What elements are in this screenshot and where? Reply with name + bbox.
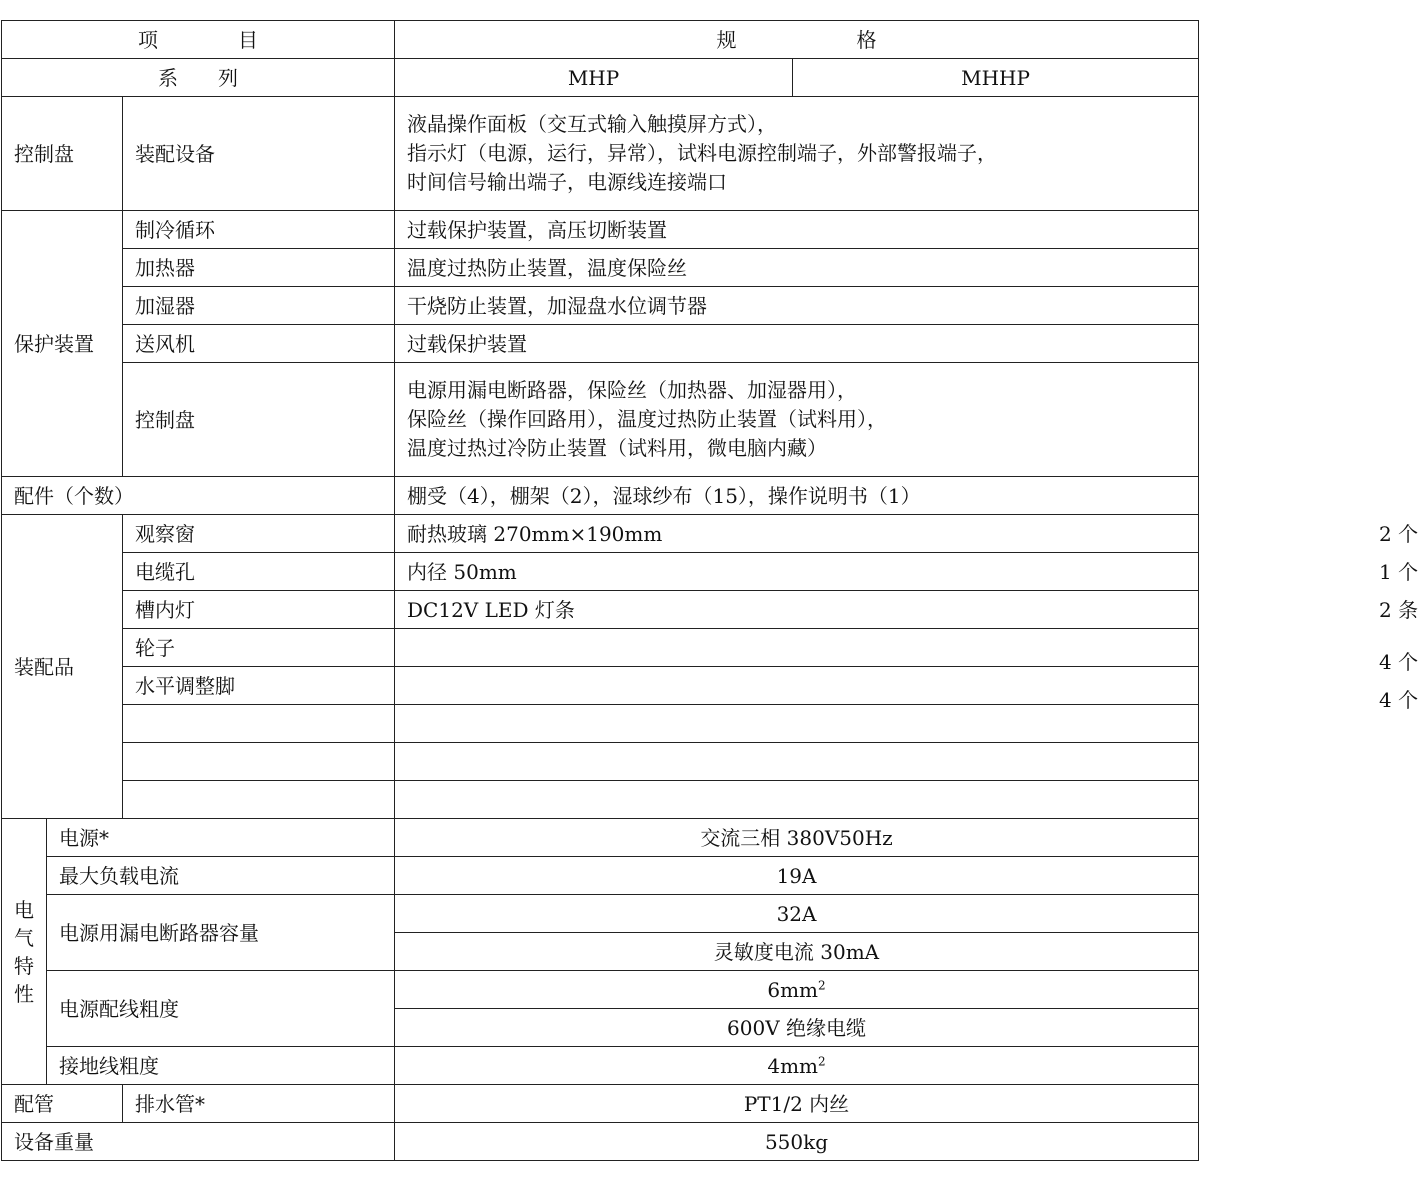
protection-panel-line-2: 保险丝（操作回路用），温度过热防止装置（试料用）， [407, 407, 888, 431]
weight-label: 设备重量 [2, 1123, 395, 1161]
empty-cell [123, 743, 395, 781]
wiring-superscript: 2 [818, 977, 826, 992]
empty-cell [123, 781, 395, 819]
ground-value [395, 1047, 1199, 1085]
fittings-item: 电缆孔 [123, 553, 395, 591]
fittings-item: 水平调整脚 [123, 667, 395, 705]
max-current-label: 最大负载电流 [47, 857, 395, 895]
protection-row [2, 249, 1199, 287]
breaker-sensitivity: 灵敏度电流 30mA [395, 933, 1199, 971]
fittings-qty: 4 个 [1379, 649, 1418, 674]
breaker-label: 电源用漏电断路器容量 [47, 895, 395, 971]
weight-value: 550kg [395, 1123, 1199, 1161]
piping-value: PT1/2 内丝 [395, 1085, 1199, 1123]
fittings-category: 装配品 [2, 515, 123, 819]
electrical-row [2, 1047, 1199, 1085]
protection-item: 加热器 [123, 249, 395, 287]
series-label: 系 列 [2, 59, 395, 97]
empty-cell [395, 705, 1199, 743]
electrical-row [2, 895, 1199, 933]
fittings-qty: 1 个 [1379, 559, 1418, 584]
accessories-value: 棚受（4），棚架（2），湿球纱布（15），操作说明书（1） [395, 477, 1199, 515]
ground-size: 4mm [767, 1053, 819, 1078]
wiring-label: 电源配线粗度 [47, 971, 395, 1047]
electrical-char: 特 [14, 953, 34, 978]
fittings-item: 槽内灯 [123, 591, 395, 629]
electrical-char: 气 [14, 925, 34, 950]
protection-spec: 过载保护装置，高压切断装置 [395, 211, 1199, 249]
protection-spec: 温度过热防止装置，温度保险丝 [395, 249, 1199, 287]
electrical-row [2, 819, 1199, 857]
electrical-char: 电 [14, 897, 34, 922]
protection-row [2, 211, 1199, 249]
fittings-spec [395, 515, 1418, 553]
fittings-row [2, 515, 1199, 553]
fittings-empty-row [2, 705, 1199, 743]
control-panel-line-3: 时间信号输出端子，电源线连接端口 [407, 170, 728, 194]
fittings-spec [395, 553, 1418, 591]
breaker-value: 32A [395, 895, 1199, 933]
max-current-value: 19A [395, 857, 1199, 895]
weight-row [2, 1123, 1199, 1161]
header-spec: 规 格 [395, 21, 1199, 59]
piping-item: 排水管* [123, 1085, 395, 1123]
piping-row [2, 1085, 1199, 1123]
protection-item: 加湿器 [123, 287, 395, 325]
electrical-row [2, 971, 1199, 1009]
protection-row [2, 325, 1199, 363]
accessories-row [2, 477, 1199, 515]
fittings-item: 轮子 [123, 629, 395, 667]
fittings-item: 观察窗 [123, 515, 395, 553]
spec-table [1, 20, 1418, 1161]
protection-panel-line-3: 温度过热过冷防止装置（试料用，微电脑内藏） [407, 436, 828, 460]
protection-panel-line-1: 电源用漏电断路器，保险丝（加热器、加湿器用）， [407, 378, 858, 402]
wiring-size: 6mm [767, 977, 819, 1002]
electrical-category [2, 819, 47, 1085]
series-mhp: MHP [395, 59, 793, 97]
control-panel-item: 装配设备 [123, 97, 395, 211]
protection-item: 送风机 [123, 325, 395, 363]
fittings-spec-text: 耐热玻璃 270mm×190mm [407, 521, 663, 546]
wiring-value [395, 971, 1199, 1009]
ground-superscript: 2 [818, 1053, 826, 1068]
header-item: 项 目 [2, 21, 395, 59]
empty-cell [123, 705, 395, 743]
fittings-empty-row [2, 743, 1199, 781]
power-label: 电源* [47, 819, 395, 857]
fittings-spec [395, 667, 1418, 712]
fittings-spec-text: 内径 50mm [407, 559, 517, 584]
wiring-cable: 600V 绝缘电缆 [395, 1009, 1199, 1047]
accessories-label: 配件（个数） [2, 477, 395, 515]
protection-item: 制冷循环 [123, 211, 395, 249]
fittings-row [2, 591, 1199, 629]
control-panel-line-2: 指示灯（电源，运行，异常），试料电源控制端子，外部警报端子， [407, 141, 998, 165]
fittings-qty: 2 条 [1379, 597, 1418, 622]
fittings-spec [395, 629, 1418, 674]
power-value: 交流三相 380V50Hz [395, 819, 1199, 857]
fittings-row [2, 553, 1199, 591]
piping-category: 配管 [2, 1085, 123, 1123]
protection-category: 保护装置 [2, 211, 123, 477]
protection-panel-row [2, 363, 1199, 477]
series-mhhp: MHHP [793, 59, 1199, 97]
control-panel-line-1: 液晶操作面板（交互式输入触摸屏方式）， [407, 112, 778, 136]
fittings-qty: 2 个 [1379, 521, 1418, 546]
protection-row [2, 287, 1199, 325]
series-row [2, 59, 1199, 97]
fittings-row [2, 667, 1199, 705]
empty-cell [395, 781, 1199, 819]
protection-spec: 过载保护装置 [395, 325, 1199, 363]
ground-label: 接地线粗度 [47, 1047, 395, 1085]
fittings-qty: 4 个 [1379, 687, 1418, 712]
control-panel-spec [395, 97, 1199, 211]
header-row [2, 21, 1199, 59]
fittings-spec-text: DC12V LED 灯条 [407, 597, 575, 622]
fittings-spec [395, 591, 1418, 629]
electrical-row [2, 857, 1199, 895]
protection-panel-spec [395, 363, 1199, 477]
fittings-empty-row [2, 781, 1199, 819]
protection-panel-item: 控制盘 [123, 363, 395, 477]
control-panel-row [2, 97, 1199, 211]
electrical-char: 性 [14, 981, 34, 1006]
protection-spec: 干烧防止装置，加湿盘水位调节器 [395, 287, 1199, 325]
fittings-row [2, 629, 1199, 667]
empty-cell [395, 743, 1199, 781]
control-panel-category: 控制盘 [2, 97, 123, 211]
